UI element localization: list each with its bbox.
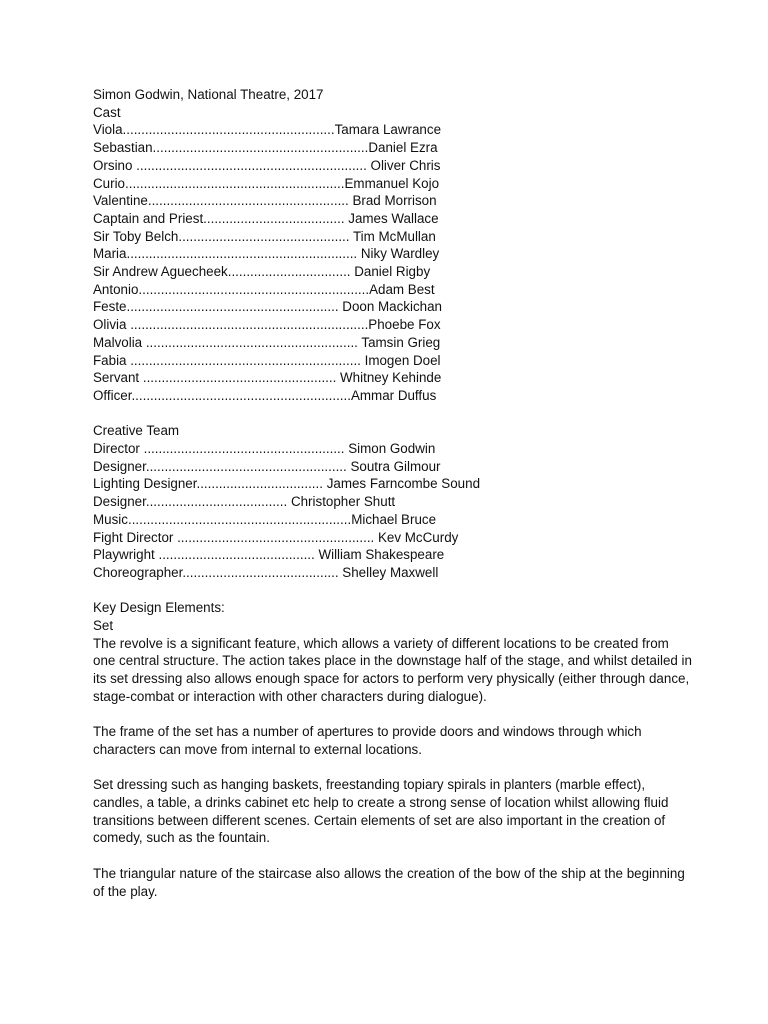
cast-entry: Captain and Priest...................................... James Wallace: [93, 210, 439, 226]
creative-entry: Choreographer.......................................... Shelley Maxwell: [93, 564, 439, 580]
cast-entry: Orsino .............................................................. Oliver Chris: [93, 157, 441, 173]
creative-entry: Music............................................................Michael Bruce: [93, 511, 437, 527]
cast-entry: Valentine...................................................... Brad Morrison: [93, 193, 437, 209]
cast-entry: Sir Andrew Aguecheek................................. Daniel Rigby: [93, 264, 431, 280]
design-section-title: Key Design Elements:: [93, 600, 225, 616]
cast-entry: Antonio..............................................................Adam Best: [93, 281, 435, 297]
cast-entry: Fabia .............................................................. Imogen Doel: [93, 352, 441, 368]
cast-entry: Viola.........................................................Tamara Lawrance: [93, 122, 442, 138]
cast-entry: Maria.............................................................. Niky Wardley: [93, 246, 440, 262]
creative-entry: Designer...................................................... Soutra Gilmour: [93, 458, 441, 474]
spacer: [93, 706, 693, 724]
design-paragraph: The revolve is a significant feature, which allows a variety of different locations to be created from one central structure. The action takes place in the downstage half of the stage, and whilst detailed in its set dressing also allows enough space for actors to perform very physically (either through dance, stage-combat or interaction with other characters during dialogue).: [93, 635, 692, 704]
document-heading: Simon Godwin, National Theatre, 2017: [93, 87, 324, 102]
creative-team-list: [93, 440, 693, 582]
cast-entry: Curio...........................................................Emmanuel Kojo: [93, 175, 440, 191]
creative-entry: Lighting Designer.................................. James Farncombe Sound: [93, 476, 481, 492]
design-paragraph: Set dressing such as hanging baskets, freestanding topiary spirals in planters (marble effect), candles, a table, a drinks cabinet etc help to create a strong sense of location whilst allowing fluid transitions between different scenes. Certain elements of set are also important in the creation of comedy, such as the fountain.: [93, 777, 669, 846]
spacer: [93, 582, 693, 600]
spacer: [93, 759, 693, 777]
cast-entry: Servant .................................................... Whitney Kehinde: [93, 370, 442, 386]
cast-entry: Sebastian..........................................................Daniel Ezra: [93, 140, 438, 156]
cast-entry: Officer...........................................................Ammar Duffus: [93, 387, 437, 403]
creative-entry: Playwright .......................................... William Shakespeare: [93, 547, 445, 563]
design-paragraph: The triangular nature of the staircase also allows the creation of the bow of the ship at the beginning of the play.: [93, 865, 685, 899]
cast-title: Cast: [93, 104, 121, 120]
cast-list: [93, 121, 693, 404]
cast-entry: Sir Toby Belch.............................................. Tim McMullan: [93, 228, 436, 244]
cast-entry: Malvolia ......................................................... Tamsin Grieg: [93, 334, 441, 350]
spacer: [93, 847, 693, 865]
document-page: [93, 86, 693, 900]
creative-team-title: Creative Team: [93, 423, 180, 439]
creative-entry: Director ...................................................... Simon Godwin: [93, 441, 436, 457]
cast-entry: Feste......................................................... Doon Mackichan: [93, 299, 443, 315]
cast-entry: Olivia ................................................................Phoebe Fox: [93, 317, 441, 333]
design-subsection-title: Set: [93, 618, 114, 634]
creative-entry: Designer...................................... Christopher Shutt: [93, 494, 396, 510]
design-paragraph: The frame of the set has a number of apertures to provide doors and windows through which characters can move from internal to external locations.: [93, 724, 642, 757]
spacer: [93, 405, 693, 423]
creative-entry: Fight Director ..................................................... Kev McCurdy: [93, 529, 459, 545]
